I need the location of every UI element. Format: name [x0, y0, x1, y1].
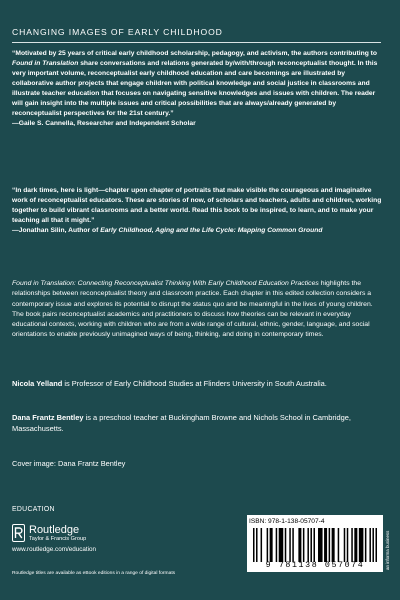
- routledge-logo-icon: [12, 524, 25, 542]
- book-full-title: Found in Translation: Connecting Reconceptualist Thinking With Early Childhood Education Practices: [12, 280, 319, 287]
- endorsement-silin-text: “In dark times, here is light—chapter upon chapter of portraits that make visible the courageous and imaginative work of reconceptualist educators. These are stories of now, of scholars and teachers, adults and children, working together to build vibrant classrooms and a better world. Read this book to be inspired, to learn, and to make your teaching all that it might.”: [12, 187, 382, 224]
- endorsement-silin: [12, 186, 384, 236]
- endorsement-silin-attribution: —Jonathan Silin, Author of Early Childhood, Aging and the Life Cycle: Mapping Common Ground: [12, 227, 323, 234]
- author-name: Dana Frantz Bentley: [12, 413, 84, 422]
- publisher-url: www.routledge.com/education: [12, 546, 97, 553]
- ebook-footnote: Routledge titles are available as eBook editions in a range of digital formats: [12, 571, 176, 576]
- book-description: [12, 279, 384, 341]
- endorsement-cannella-text: “Motivated by 25 years of critical early childhood scholarship, pedagogy, and activism, the authors contributing to Found in Translation share conversations and relations generated by/with/through reconceptualist thought. In this very important volume, reconceptualist early childhood education and care becomings are illustrated by collaborative author projects that engage children with political knowledge and social justice in classrooms and illustrate teacher education that focuses on navigating sensitive knowledges and issues with children. The reader will gain insight into the multiple issues and critical possibilities that are always/already generated by reconceptualist perspectives for the 21st century.”: [12, 50, 378, 117]
- book-description-text: highlights the relationships between reconceptualist theory and classroom practice. Each chapter in this edited collection considers a contemporary issue and explores its potential to disrupt the status quo and be meaningful in the lives of young children. The book pairs reconceptualist academics and practitioners to discuss how theories can be relevant in everyday educational contexts, working with children who are from a wide range of cultural, ethnic, gender, language, and social orientations to enable previously unimagined ways of being, thinking, and doing in contemporary times.: [12, 280, 373, 339]
- author-bio-yelland: [12, 379, 384, 390]
- publisher-group: Taylor & Francis Group: [29, 536, 87, 542]
- category-label: EDUCATION: [12, 506, 55, 513]
- barcode-digits: 9 781138 057074: [265, 561, 365, 570]
- author-name: Nicola Yelland: [12, 379, 63, 388]
- author-bio-text: is a preschool teacher at Buckingham Browne and Nichols School in Cambridge, Massachusetts.: [12, 413, 351, 433]
- author-bio-bentley: [12, 413, 384, 434]
- barcode-icon: [253, 528, 377, 562]
- informa-tagline: an informa business: [385, 530, 390, 570]
- publisher-logo: [12, 524, 86, 543]
- series-title: CHANGING IMAGES OF EARLY CHILDHOOD: [12, 27, 223, 37]
- isbn-label: ISBN: 978-1-138-05707-4: [249, 518, 325, 525]
- cover-image-credit: Cover image: Dana Frantz Bentley: [12, 459, 126, 468]
- endorsement-cannella-attribution: —Gaile S. Cannella, Researcher and Independent Scholar: [12, 120, 196, 127]
- header-divider: [12, 42, 381, 43]
- publisher-name: Routledge: [29, 524, 80, 536]
- barcode-panel: [247, 515, 383, 572]
- author-bio-text: is Professor of Early Childhood Studies at Flinders University in South Australia.: [62, 379, 327, 388]
- endorsement-cannella: [12, 49, 384, 129]
